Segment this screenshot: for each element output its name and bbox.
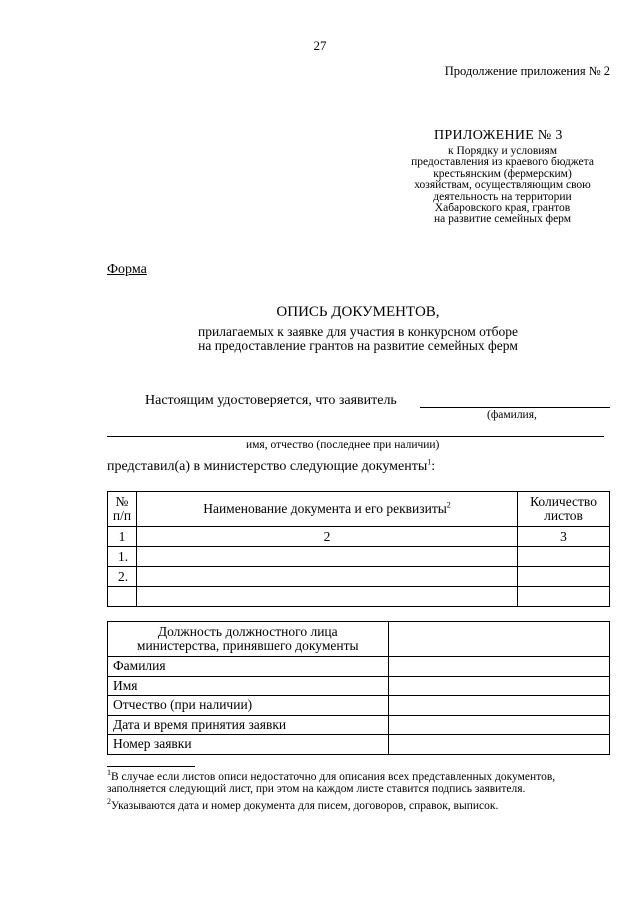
document-title: ОПИСЬ ДОКУМЕНТОВ, <box>276 304 440 320</box>
subtitle-line: прилагаемых к заявке для участия в конкурсном отборе <box>198 324 518 339</box>
header-num-line: № <box>115 494 129 509</box>
official-position-label <box>108 622 389 657</box>
official-row <box>108 696 610 716</box>
appendix-title: ПРИЛОЖЕНИЕ № 3 <box>434 128 563 143</box>
documents-table <box>107 491 610 607</box>
footnote-1 <box>107 768 613 795</box>
footnote-mark: 2 <box>107 797 111 807</box>
official-row <box>108 657 610 677</box>
official-header-row <box>108 622 610 657</box>
applicant-name-blank-line[interactable] <box>107 436 604 437</box>
table-index-row <box>108 527 610 547</box>
header-count-line: Количество <box>530 494 597 509</box>
row-number: 1. <box>108 547 137 567</box>
certify-text: Настоящим удостоверяется, что заявитель <box>145 393 397 408</box>
footnote-2 <box>107 797 499 812</box>
appendix-line: к Порядку и условиям <box>448 145 557 157</box>
appendix-line: на развитие семейных ферм <box>433 213 572 226</box>
official-row-value[interactable] <box>388 676 609 696</box>
subtitle-line: на предоставление грантов на развитие семейных ферм <box>198 338 518 353</box>
appendix-line: Хабаровского края, грантов <box>434 202 571 215</box>
footnote-text: Указываются дата и номер документа для писем, договоров, справок, выписок. <box>111 800 499 812</box>
header-sheet-count <box>518 492 610 527</box>
continuation-note: Продолжение приложения № 2 <box>444 64 610 78</box>
header-doc-name-text: Наименование документа и его реквизиты <box>203 501 447 516</box>
appendix-description <box>395 146 610 226</box>
footnote-ref-2: 2 <box>446 500 451 510</box>
official-row-label: Дата и время принятия заявки <box>108 715 389 735</box>
page-number: 27 <box>313 38 327 53</box>
footnote-divider <box>107 766 195 767</box>
header-count-line: листов <box>544 508 583 523</box>
official-row-label: Номер заявки <box>108 735 389 755</box>
surname-hint: (фамилия, <box>487 409 537 421</box>
index-cell: 3 <box>518 527 610 547</box>
official-row-label: Фамилия <box>108 657 389 677</box>
official-header-line: Должность должностного лица <box>157 624 338 639</box>
appendix-line: деятельность на территории <box>433 190 572 203</box>
official-row-label: Отчество (при наличии) <box>108 696 389 716</box>
table-row <box>108 587 610 607</box>
footnote-ref-1: 1 <box>427 457 432 467</box>
index-cell: 1 <box>108 527 137 547</box>
submitted-text <box>107 459 435 475</box>
official-header-line: министерства, принявшего документы <box>136 638 359 653</box>
index-cell: 2 <box>136 527 517 547</box>
official-row-value[interactable] <box>388 696 609 716</box>
table-header-row <box>108 492 610 527</box>
applicant-blank-line[interactable] <box>420 407 610 408</box>
doc-name-cell[interactable] <box>136 547 517 567</box>
official-row-value[interactable] <box>388 715 609 735</box>
table-row <box>108 567 610 587</box>
sheet-count-cell[interactable] <box>518 587 610 607</box>
row-number <box>108 587 137 607</box>
footnote-text: В случае если листов описи недостаточно для описания всех представленных документов, заполняется следующий лист, при этом на каждом листе ставится подпись заявителя. <box>107 771 556 795</box>
doc-name-cell[interactable] <box>136 567 517 587</box>
appendix-line: крестьянским (фермерским) <box>433 167 572 180</box>
official-position-value[interactable] <box>388 622 609 657</box>
sheet-count-cell[interactable] <box>518 547 610 567</box>
official-row-value[interactable] <box>388 657 609 677</box>
header-num-line: п/п <box>112 508 132 523</box>
appendix-line: предоставления из краевого бюджета <box>411 156 594 169</box>
official-info-table <box>107 621 610 755</box>
official-row <box>108 715 610 735</box>
header-num <box>108 492 137 527</box>
doc-name-cell[interactable] <box>136 587 517 607</box>
submitted-label: представил(а) в министерство следующие документы <box>107 459 428 474</box>
header-doc-name <box>136 492 517 527</box>
official-row-value[interactable] <box>388 735 609 755</box>
row-number: 2. <box>108 567 137 587</box>
official-row-label: Имя <box>108 676 389 696</box>
document-subtitle <box>0 325 640 353</box>
appendix-line: хозяйствам, осуществляющим свою <box>414 179 591 192</box>
official-row <box>108 735 610 755</box>
sheet-count-cell[interactable] <box>518 567 610 587</box>
table-row <box>108 547 610 567</box>
official-row <box>108 676 610 696</box>
name-hint: имя, отчество (последнее при наличии) <box>246 439 440 451</box>
footnote-mark: 1 <box>107 768 111 778</box>
submitted-colon: : <box>431 459 436 474</box>
form-label: Форма <box>107 262 147 277</box>
